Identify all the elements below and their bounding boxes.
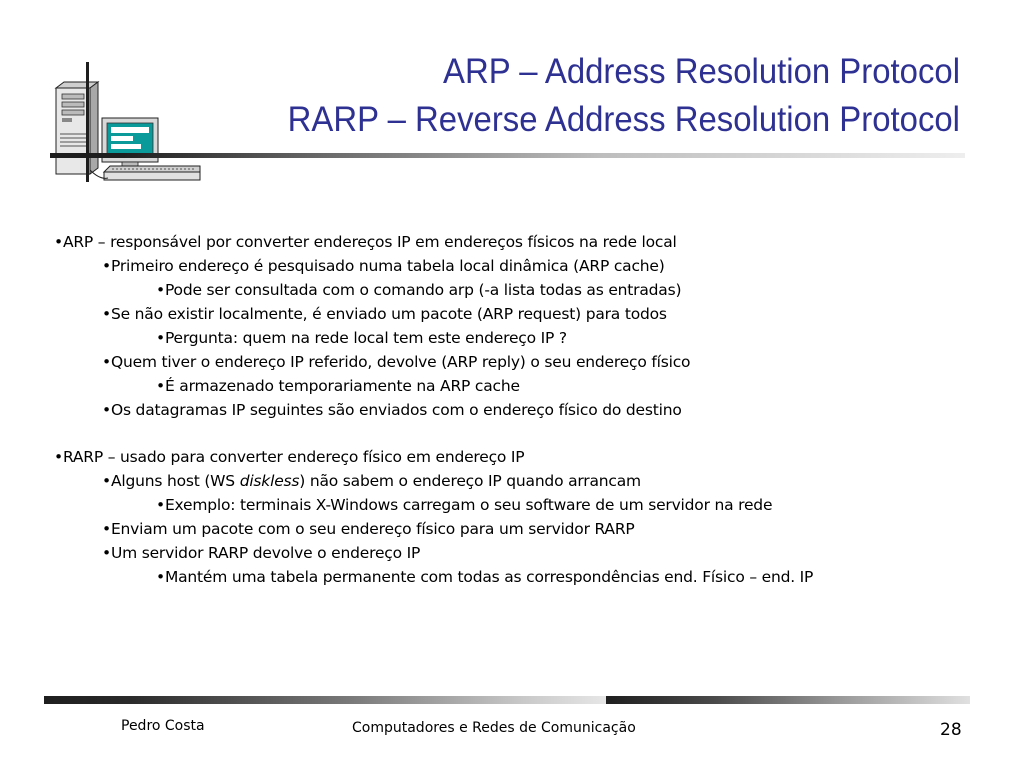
bullet-item: •Os datagramas IP seguintes são enviados com o endereço físico do destino [102,401,682,419]
page-number: 28 [940,720,962,740]
title-line-1: ARP – Address Resolution Protocol [443,52,960,91]
computer-workstation-icon [50,74,205,186]
slide-content [54,230,1004,589]
bullet-item: •Primeiro endereço é pesquisado numa tabela local dinâmica (ARP cache) [102,257,665,275]
bullet-spacer [54,422,1004,445]
header-vertical-rule [86,62,89,182]
bullet-item: •É armazenado temporariamente na ARP cache [156,377,520,395]
bullet-item: •Alguns host (WS diskless) não sabem o endereço IP quando arrancam [102,472,641,490]
bullet-item: •Um servidor RARP devolve o endereço IP [102,544,421,562]
footer-rule-left [44,696,606,704]
footer-author: Pedro Costa [121,718,205,734]
italic-term: diskless [239,472,300,490]
footer-rule-right [606,696,970,704]
page-title [217,48,960,144]
bullet-item: •Se não existir localmente, é enviado um pacote (ARP request) para todos [102,305,667,323]
bullet-item: •Exemplo: terminais X-Windows carregam o seu software de um servidor na rede [156,496,773,514]
bullet-item: •ARP – responsável por converter endereços IP em endereços físicos na rede local [54,233,677,251]
bullet-item: •Quem tiver o endereço IP referido, devolve (ARP reply) o seu endereço físico [102,353,691,371]
bullet-item: •Pergunta: quem na rede local tem este endereço IP ? [156,329,567,347]
title-line-2: RARP – Reverse Address Resolution Protocol [287,100,960,139]
bullet-item: •Pode ser consultada com o comando arp (-a lista todas as entradas) [156,281,682,299]
bullet-item: •Mantém uma tabela permanente com todas as correspondências end. Físico – end. IP [156,568,814,586]
bullet-item: •RARP – usado para converter endereço físico em endereço IP [54,448,525,466]
header-rule [50,153,965,158]
bullet-item: •Enviam um pacote com o seu endereço físico para um servidor RARP [102,520,635,538]
footer-course: Computadores e Redes de Comunicação [352,720,636,736]
